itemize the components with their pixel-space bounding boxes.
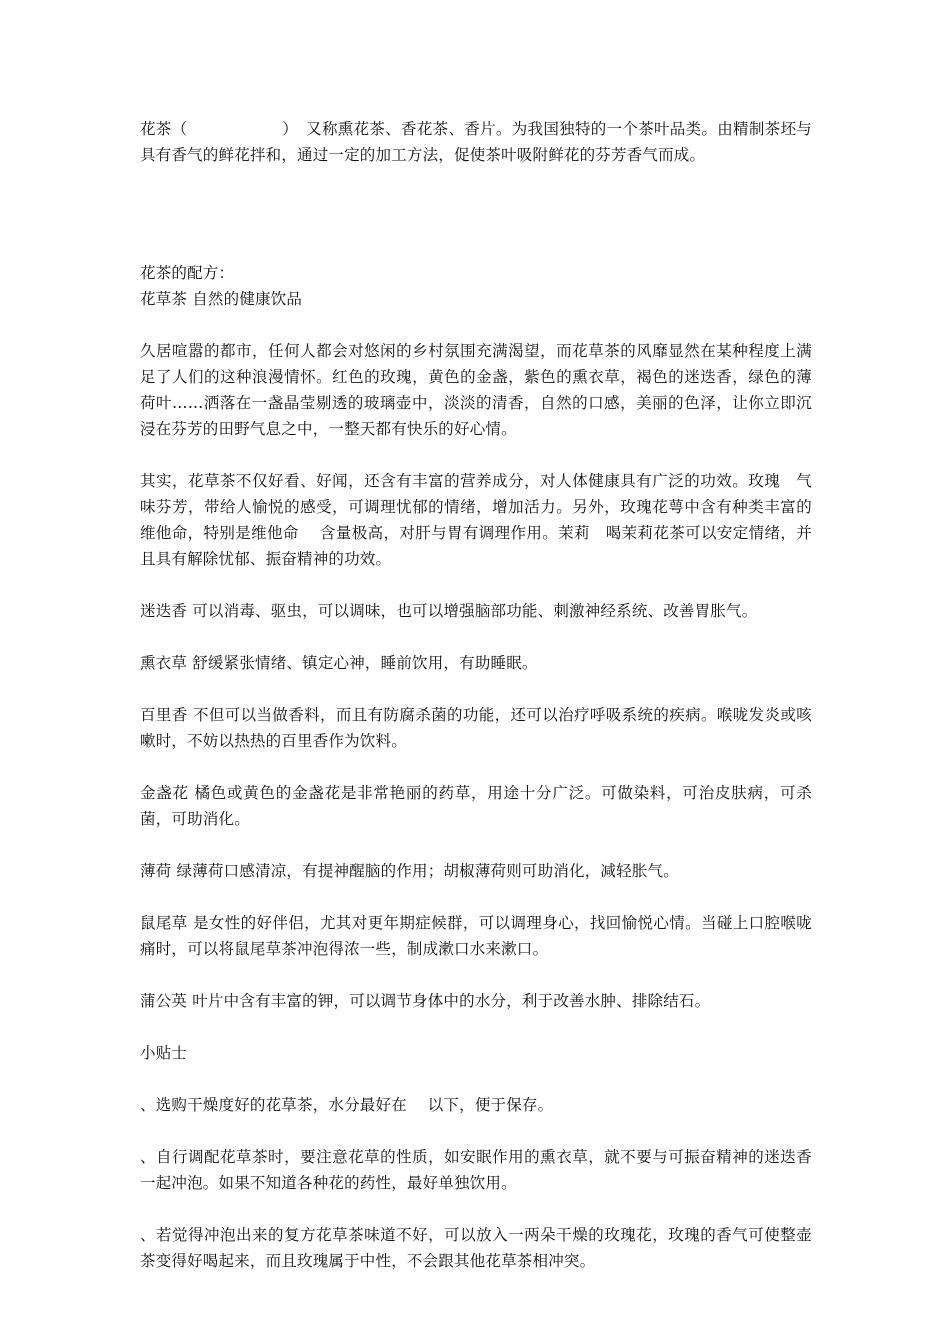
herb-paragraph-lavender: 熏衣草 舒缓紧张情绪、镇定心神，睡前饮用，有助睡眠。 bbox=[140, 654, 538, 672]
herb-paragraph-sage: 鼠尾草 是女性的好伴侣，尤其对更年期症候群，可以调理身心，找回愉悦心情。当碰上口腔喉咙痛时，可以将鼠尾草茶冲泡得浓一些，制成漱口水来漱口。 bbox=[140, 914, 812, 958]
body-paragraph: 其实，花草茶不仅好看、好闻，还含有丰富的营养成分，对人体健康具有广泛的功效。玫瑰 气味芬芳，带给人愉悦的感受，可调理忧郁的情绪，增加活力。另外，玫瑰花萼中含有种类丰富的维他命，特别是维他命 含量极高，对肝与胃有调理作用。茉莉 喝茉莉花茶可以安定情绪，并且具有解除忧郁、振奋精神的功效。 bbox=[140, 472, 812, 568]
herb-paragraph-calendula: 金盏花 橘色或黄色的金盏花是非常艳丽的药草，用途十分广泛。可做染料，可治皮肤病，可杀菌，可助消化。 bbox=[140, 784, 812, 828]
intro-paragraph: 花茶（ ） 又称熏花茶、香花茶、香片。为我国独特的一个茶叶品类。由精制茶坯与具有香气的鲜花拌和，通过一定的加工方法，促使茶叶吸附鲜花的芬芳香气而成。 bbox=[140, 120, 812, 164]
section-spacer bbox=[140, 168, 812, 260]
document-page bbox=[140, 116, 812, 1274]
body-paragraph: 久居喧嚣的都市，任何人都会对悠闲的乡村氛围充满渴望，而花草茶的风靡显然在某种程度上满足了人们的这种浪漫情怀。红色的玫瑰，黄色的金盏，紫色的熏衣草，褐色的迷迭香，绿色的薄荷叶……洒落在一盏晶莹剔透的玻璃壶中，淡淡的清香，自然的口感，美丽的色泽，让你立即沉浸在芬芳的田野气息之中，一整天都有快乐的好心情。 bbox=[140, 342, 812, 438]
herb-paragraph-dandelion: 蒲公英 叶片中含有丰富的钾，可以调节身体中的水分，利于改善水肿、排除结石。 bbox=[140, 992, 711, 1010]
herb-paragraph-thyme: 百里香 不但可以当做香料，而且有防腐杀菌的功能，还可以治疗呼吸系统的疾病。喉咙发炎或咳嗽时，不妨以热热的百里香作为饮料。 bbox=[140, 706, 812, 750]
subtitle: 花草茶 自然的健康饮品 bbox=[140, 290, 303, 308]
herb-paragraph-mint: 薄荷 绿薄荷口感清凉，有提神醒脑的作用；胡椒薄荷则可助消化，减轻胀气。 bbox=[140, 862, 679, 880]
recipe-heading: 花茶的配方： bbox=[140, 264, 235, 282]
tip-item: 、自行调配花草茶时，要注意花草的性质，如安眠作用的熏衣草，就不要与可振奋精神的迷迭香一起冲泡。如果不知道各种花的药性，最好单独饮用。 bbox=[140, 1148, 812, 1192]
tip-item: 、选购干燥度好的花草茶，水分最好在 以下，便于保存。 bbox=[140, 1096, 554, 1114]
herb-paragraph-rosemary: 迷迭香 可以消毒、驱虫，可以调味，也可以增强脑部功能、刺激神经系统、改善胃胀气。 bbox=[140, 602, 758, 620]
tips-heading: 小贴士 bbox=[140, 1044, 188, 1062]
tip-item: 、若觉得冲泡出来的复方花草茶味道不好，可以放入一两朵干燥的玫瑰花，玫瑰的香气可使整壶茶变得好喝起来，而且玫瑰属于中性，不会跟其他花草茶相冲突。 bbox=[140, 1226, 812, 1270]
